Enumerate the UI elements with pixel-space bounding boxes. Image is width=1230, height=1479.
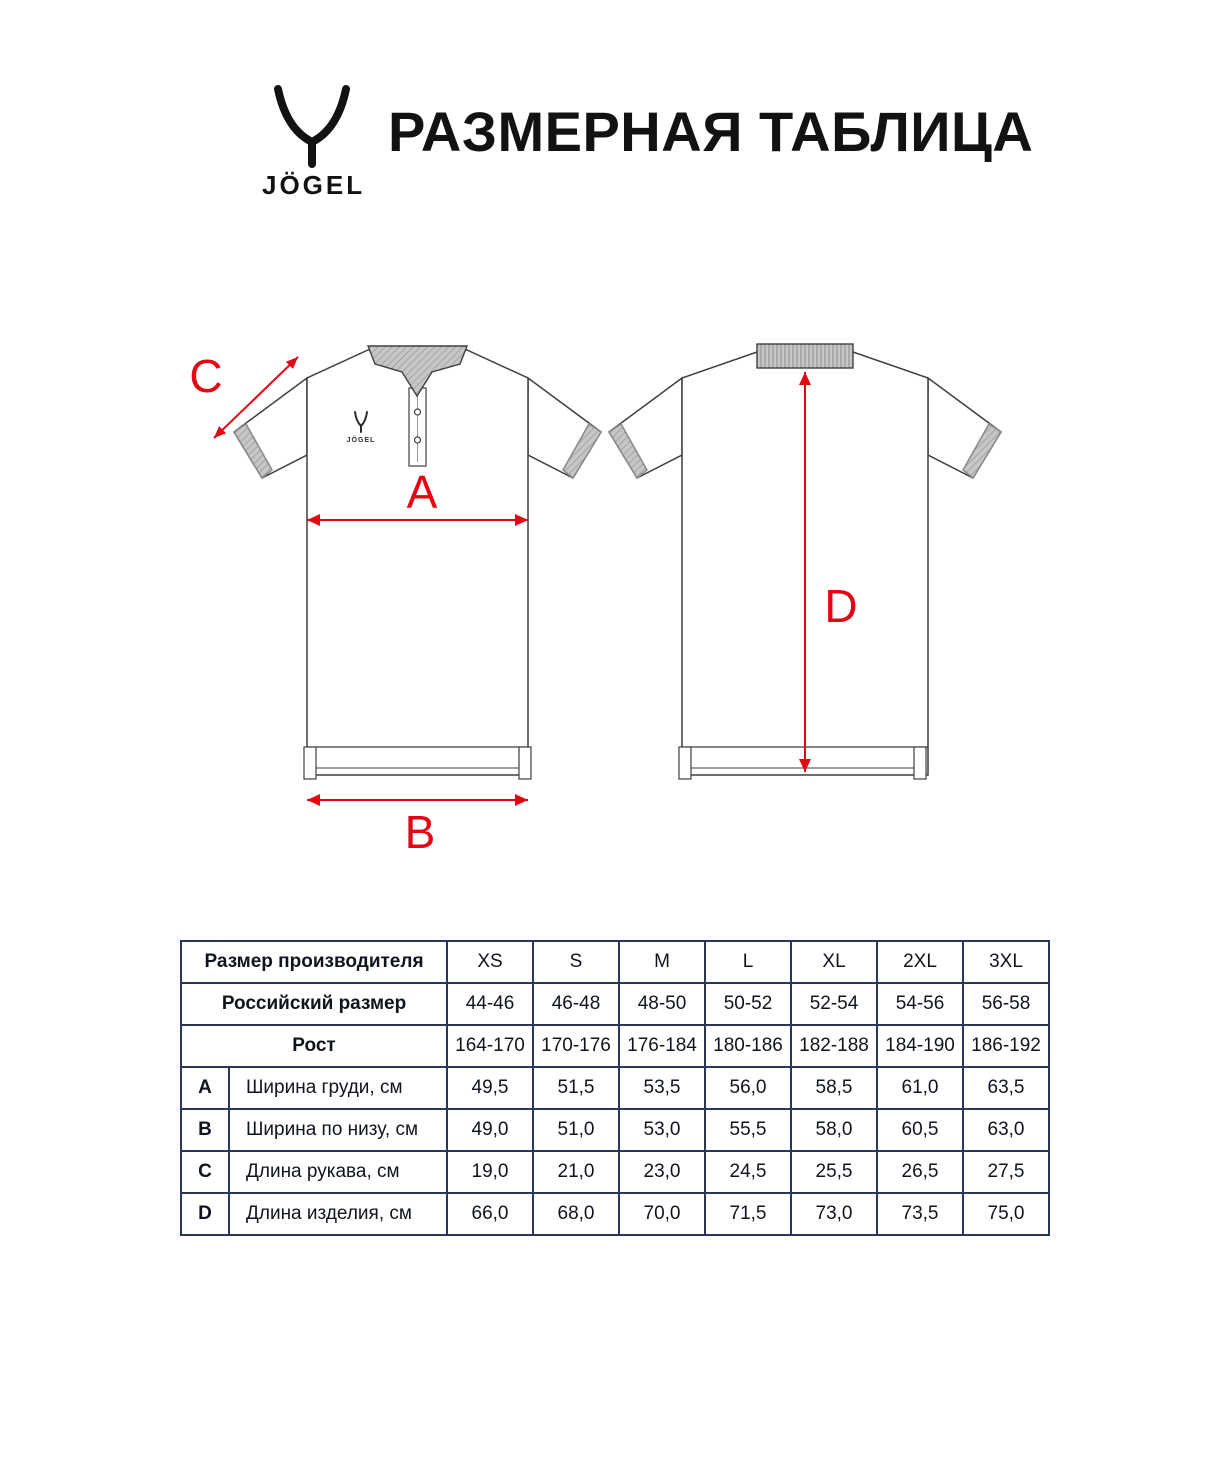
table-cell: 186-192 (963, 1025, 1049, 1067)
table-cell: 56,0 (705, 1067, 791, 1109)
table-cell: 44-46 (447, 983, 533, 1025)
table-cell: 51,0 (533, 1109, 619, 1151)
table-cell: XS (447, 941, 533, 983)
table-cell: 21,0 (533, 1151, 619, 1193)
table-row (181, 983, 1049, 1025)
table-cell: 176-184 (619, 1025, 705, 1067)
dimension-label: Длина рукава, см (229, 1151, 447, 1193)
button (415, 437, 421, 443)
table-cell: 53,5 (619, 1067, 705, 1109)
table-cell: 52-54 (791, 983, 877, 1025)
garment-diagram (0, 300, 1230, 880)
row-header: Размер производителя (181, 941, 447, 983)
table-cell: 23,0 (619, 1151, 705, 1193)
table-row (181, 1193, 1049, 1235)
dim-label-c: C (189, 350, 223, 402)
back-collar-band (757, 344, 853, 368)
table-cell: 51,5 (533, 1067, 619, 1109)
table-cell: 184-190 (877, 1025, 963, 1067)
table-cell: 27,5 (963, 1151, 1049, 1193)
table-cell: 2XL (877, 941, 963, 983)
brand-name: JÖGEL (262, 170, 366, 200)
table-cell: 73,5 (877, 1193, 963, 1235)
page-title: РАЗМЕРНАЯ ТАБЛИЦА (388, 100, 1034, 163)
table-cell: S (533, 941, 619, 983)
table-cell: 182-188 (791, 1025, 877, 1067)
table-cell: 25,5 (791, 1151, 877, 1193)
table-cell: 56-58 (963, 983, 1049, 1025)
table-cell: 50-52 (705, 983, 791, 1025)
table-cell: 49,0 (447, 1109, 533, 1151)
table-cell: 46-48 (533, 983, 619, 1025)
dimension-label: Длина изделия, см (229, 1193, 447, 1235)
dimension-label: Ширина по низу, см (229, 1109, 447, 1151)
front-shirt (234, 346, 601, 779)
size-table-body (181, 941, 1049, 1235)
dimension-label: Ширина груди, см (229, 1067, 447, 1109)
table-cell: 70,0 (619, 1193, 705, 1235)
row-header: Рост (181, 1025, 447, 1067)
dim-label-a: A (406, 466, 438, 518)
table-cell: 164-170 (447, 1025, 533, 1067)
dimension-letter: D (181, 1193, 229, 1235)
table-cell: 26,5 (877, 1151, 963, 1193)
row-header: Российский размер (181, 983, 447, 1025)
dimension-letter: C (181, 1151, 229, 1193)
size-table (180, 940, 1050, 1236)
table-cell: 49,5 (447, 1067, 533, 1109)
table-cell: 75,0 (963, 1193, 1049, 1235)
front-right-vent (519, 747, 531, 779)
table-cell: 48-50 (619, 983, 705, 1025)
brand-glyph-icon (266, 84, 358, 170)
table-cell: 71,5 (705, 1193, 791, 1235)
table-cell: 66,0 (447, 1193, 533, 1235)
button (415, 409, 421, 415)
chest-logo-text: JÖGEL (346, 437, 376, 444)
table-cell: 60,5 (877, 1109, 963, 1151)
dimension-letter: B (181, 1109, 229, 1151)
table-row (181, 1151, 1049, 1193)
table-row (181, 1109, 1049, 1151)
table-cell: 180-186 (705, 1025, 791, 1067)
table-cell: 68,0 (533, 1193, 619, 1235)
table-cell: M (619, 941, 705, 983)
table-row (181, 1067, 1049, 1109)
dim-label-d: D (824, 580, 858, 632)
dim-label-b: B (404, 806, 436, 858)
table-cell: 73,0 (791, 1193, 877, 1235)
table-row (181, 1025, 1049, 1067)
dimension-letter: A (181, 1067, 229, 1109)
back-right-vent (914, 747, 926, 779)
back-left-vent (679, 747, 691, 779)
table-cell: 53,0 (619, 1109, 705, 1151)
table-cell: 170-176 (533, 1025, 619, 1067)
table-cell: 58,5 (791, 1067, 877, 1109)
table-cell: 3XL (963, 941, 1049, 983)
table-cell: 61,0 (877, 1067, 963, 1109)
brand-logo (262, 84, 366, 201)
table-cell: 24,5 (705, 1151, 791, 1193)
table-row (181, 941, 1049, 983)
table-cell: 55,5 (705, 1109, 791, 1151)
table-cell: L (705, 941, 791, 983)
table-cell: 19,0 (447, 1151, 533, 1193)
table-cell: 63,0 (963, 1109, 1049, 1151)
table-cell: XL (791, 941, 877, 983)
table-cell: 54-56 (877, 983, 963, 1025)
table-cell: 58,0 (791, 1109, 877, 1151)
front-left-vent (304, 747, 316, 779)
table-cell: 63,5 (963, 1067, 1049, 1109)
